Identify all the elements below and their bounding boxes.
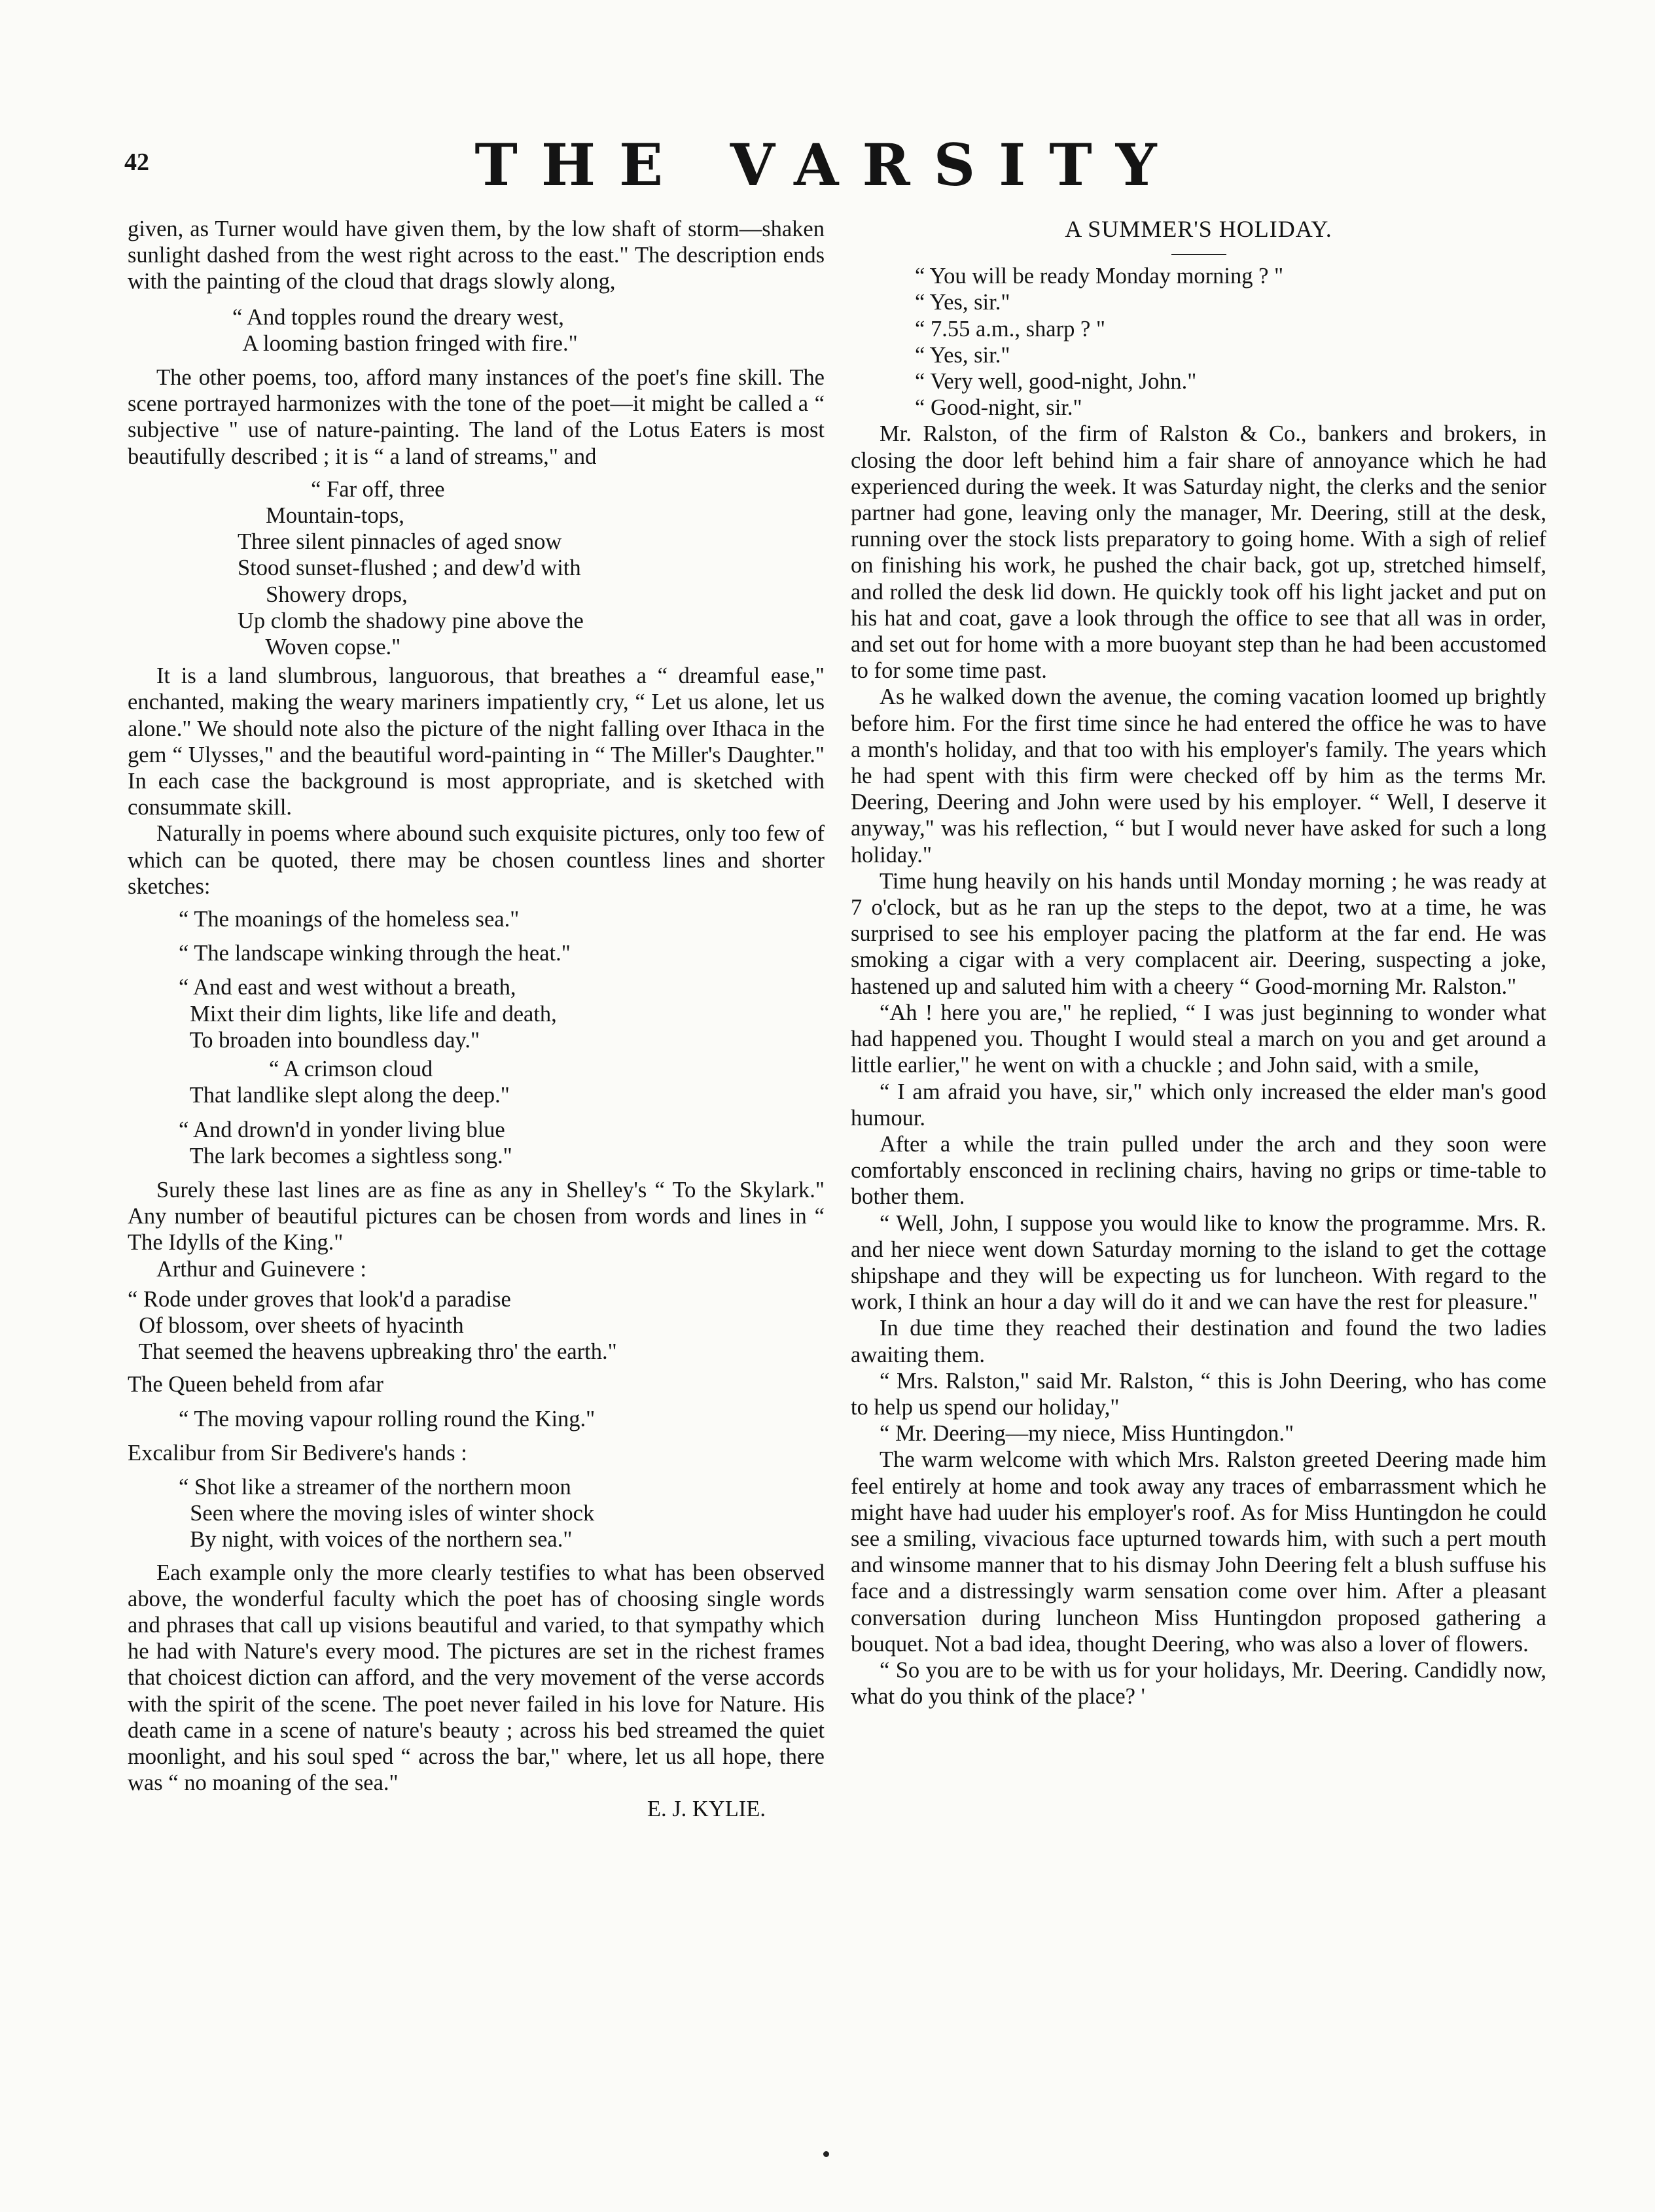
verse-line: “ And east and west without a breath, <box>179 975 516 1000</box>
verse-line: Up clomb the shadowy pine above the <box>238 608 584 633</box>
paragraph: “ So you are to be with us for your holidays, Mr. Deering. Candidly now, what do you think of the place? ' <box>851 1657 1546 1710</box>
paragraph: Naturally in poems where abound such exquisite pictures, only too few of which can be quoted, there may be chosen countless lines and shorter sketches: <box>128 821 825 899</box>
paragraph: “ Mr. Deering—my niece, Miss Huntingdon." <box>880 1421 1294 1447</box>
paragraph: Mr. Ralston, of the firm of Ralston & Co., bankers and brokers, in closing the door left behind him a fair share of annoyance which he had experienced during the week. It was Saturday night, the clerks and the senior partner had gone, leaving only the manager, Mr. Deering, still at the desk, running over the stock lists preparatory to going home. With a sigh of relief on finishing his work, he pushed the chair back, got up, stretched himself, and rolled the desk lid down. He quickly took off his light jacket and put on his hat and coat, gave a look through the office to see that all was in order, and set out for home with a more buoyant step than he had been accustomed to for some time past. <box>851 421 1546 684</box>
verse-line: Three silent pinnacles of aged snow <box>238 529 562 555</box>
verse-line: “ A crimson cloud <box>179 1057 433 1082</box>
verse-line: “ Yes, sir." <box>915 342 1010 368</box>
verse-line: Stood sunset-flushed ; and dew'd with <box>238 555 581 581</box>
paragraph: given, as Turner would have given them, by the low shaft of storm—shaken sunlight dashed from the west right across to the east." The description ends with the painting of the cloud that drags slowly along, <box>128 217 825 294</box>
quote <box>179 974 825 1053</box>
verse-line: Woven copse." <box>238 635 401 660</box>
page-ornament-dot <box>823 2151 829 2157</box>
paragraph: Surely these last lines are as fine as any in Shelley's “ To the Skylark." Any number of beautiful pictures can be chosen from words and lines in “ The Idylls of the King." <box>128 1177 825 1255</box>
paragraph: After a while the train pulled under the arch and they soon were comfortably ensconced in reclining chairs, having no grips or time-table to bother them. <box>851 1131 1546 1210</box>
verse-line: “ The moanings of the homeless sea." <box>179 907 520 932</box>
masthead-title: THE VARSITY <box>474 131 1181 199</box>
quote <box>179 906 825 932</box>
paragraph: In due time they reached their destination and found the two ladies awaiting them. <box>851 1316 1546 1367</box>
verse-line: That landlike slept along the deep." <box>179 1083 510 1108</box>
verse-line: “ Very well, good-night, John." <box>915 369 1197 395</box>
quote <box>128 1286 825 1365</box>
verse-line: “ Yes, sir." <box>915 290 1010 315</box>
title-rule <box>1171 254 1226 255</box>
quote <box>238 476 825 660</box>
quote <box>179 1474 825 1553</box>
verse-line: “ Good-night, sir." <box>915 395 1082 421</box>
verse-line: “ You will be ready Monday morning ? " <box>915 264 1284 289</box>
verse-line: Of blossom, over sheets of hyacinth <box>128 1312 464 1338</box>
verse-line: “ Far off, three <box>238 476 445 502</box>
verse-line: Mountain-tops, <box>238 503 404 529</box>
verse-line: “ The moving vapour rolling round the King." <box>179 1406 596 1431</box>
paragraph: The Queen beheld from afar <box>128 1372 383 1397</box>
verse-line: Mixt their dim lights, like life and death, <box>179 1001 557 1027</box>
verse-line: Seen where the moving isles of winter shock <box>179 1501 595 1526</box>
verse-line: “ 7.55 a.m., sharp ? " <box>915 316 1105 342</box>
paragraph: It is a land slumbrous, languorous, that breathes a “ dreamful ease," enchanted, making the weary mariners impatiently cry, “ Let us alone, let us alone." We should note also the picture of the night falling over Ithaca in the gem “ Ulysses," and the beautiful word-painting in “ The Miller's Daughter." In each case the background is most appropriate, and is sketched with consummate skill. <box>128 663 825 820</box>
paragraph: Arthur and Guinevere : <box>156 1256 366 1282</box>
verse-line: “ Shot like a streamer of the northern moon <box>179 1474 571 1500</box>
paragraph: As he walked down the avenue, the coming vacation loomed up brightly before him. For the first time since he had entered the office he was to have a month's holiday, and that too with his employer's family. The years which he had spent with this firm were checked off by him as the terms Mr. Deering, Deering and John were used by his employer. “ Well, I deserve it anyway," was his reflection, “ but I would never have asked for such a long holiday." <box>851 684 1546 868</box>
quote <box>179 940 825 966</box>
paragraph: “ I am afraid you have, sir," which only increased the elder man's good humour. <box>851 1079 1546 1131</box>
paragraph: “ Well, John, I suppose you would like to know the programme. Mrs. R. and her niece went down Saturday morning to the island to get the cottage shipshape and they will be expecting us for luncheon. With regard to the work, I think an hour a day will do it and we can have the rest for pleasure." <box>851 1210 1546 1315</box>
quote <box>179 1117 825 1169</box>
dialog-lines <box>915 263 1546 421</box>
paragraph: Each example only the more clearly testifies to what has been observed above, the wonderful faculty which the poet has of choosing single words and phrases that call up visions beautiful and varied, to that sympathy which he had with Nature's every mood. The pictures are set in the richest frames that choicest diction can afford, and the very movement of the verse accords with the spirit of the scene. The poet never failed in his love for Nature. His death came in a scene of nature's beauty ; across his bed streamed the quiet moonlight, and his soul sped “ across the bar," where, let us all hope, there was “ no moaning of the sea." <box>128 1560 825 1796</box>
quote <box>232 304 825 357</box>
quote <box>179 1056 825 1108</box>
paragraph: “ Mrs. Ralston," said Mr. Ralston, “ this is John Deering, who has come to help us spend our holiday," <box>851 1368 1546 1420</box>
verse-line: “ And topples round the dreary west, <box>232 304 564 330</box>
verse-line: By night, with voices of the northern sea." <box>179 1527 573 1553</box>
verse-line: The lark becomes a sightless song." <box>179 1143 512 1168</box>
verse-line: “ And drown'd in yonder living blue <box>179 1117 505 1142</box>
verse-line: “ The landscape winking through the heat." <box>179 941 571 966</box>
verse-line: That seemed the heavens upbreaking thro' the earth." <box>128 1339 617 1365</box>
page-number: 42 <box>124 149 149 176</box>
paragraph: The other poems, too, afford many instances of the poet's fine skill. The scene portrayed harmonizes with the tone of the poet—it might be called a “ subjective " use of nature-painting. The land of the Lotus Eaters is most beautifully described ; it is “ a land of streams," and <box>128 365 825 469</box>
paragraph: The warm welcome with which Mrs. Ralston greeted Deering made him feel entirely at home and took away any traces of embarrassment which he might have had uuder his employer's roof. As for Miss Huntingdon he could see a smiling, vivacious face upturned towards him, with such a pert mouth and winsome manner that to his dismay John Deering felt a blush suffuse his face and a distressingly warm sensation come over him. After a pleasant conversation during luncheon Miss Huntingdon proposed gathering a bouquet. Not a bad idea, thought Deering, who was also a lover of flowers. <box>851 1447 1546 1657</box>
verse-line: To broaden into boundless day." <box>179 1027 480 1053</box>
story-title: A SUMMER'S HOLIDAY. <box>1065 216 1332 242</box>
paragraph: Excalibur from Sir Bedivere's hands : <box>128 1440 467 1466</box>
left-column <box>128 216 825 1823</box>
quote <box>179 1406 825 1432</box>
paragraph: “Ah ! here you are," he replied, “ I was just beginning to wonder what had happened you. Thought I would steal a march on you and get around a little earlier," he went on with a chuckle ; and John said, with a smile, <box>851 1000 1546 1078</box>
right-column <box>851 216 1546 1710</box>
verse-line: Showery drops, <box>238 582 408 607</box>
verse-line: “ Rode under groves that look'd a paradise <box>128 1286 511 1312</box>
paragraph: Time hung heavily on his hands until Monday morning ; he was ready at 7 o'clock, but as he ran up the steps to the depot, two at a time, he was surprised to see his employer pacing the platform at the far end. He was smoking a cigar with a very complacent air. Deering, suspecting a joke, hastened up and saluted him with a cheery “ Good-morning Mr. Ralston." <box>851 868 1546 999</box>
verse-line: A looming bastion fringed with fire." <box>232 330 578 356</box>
author-signature: E. J. KYLIE. <box>647 1797 766 1822</box>
